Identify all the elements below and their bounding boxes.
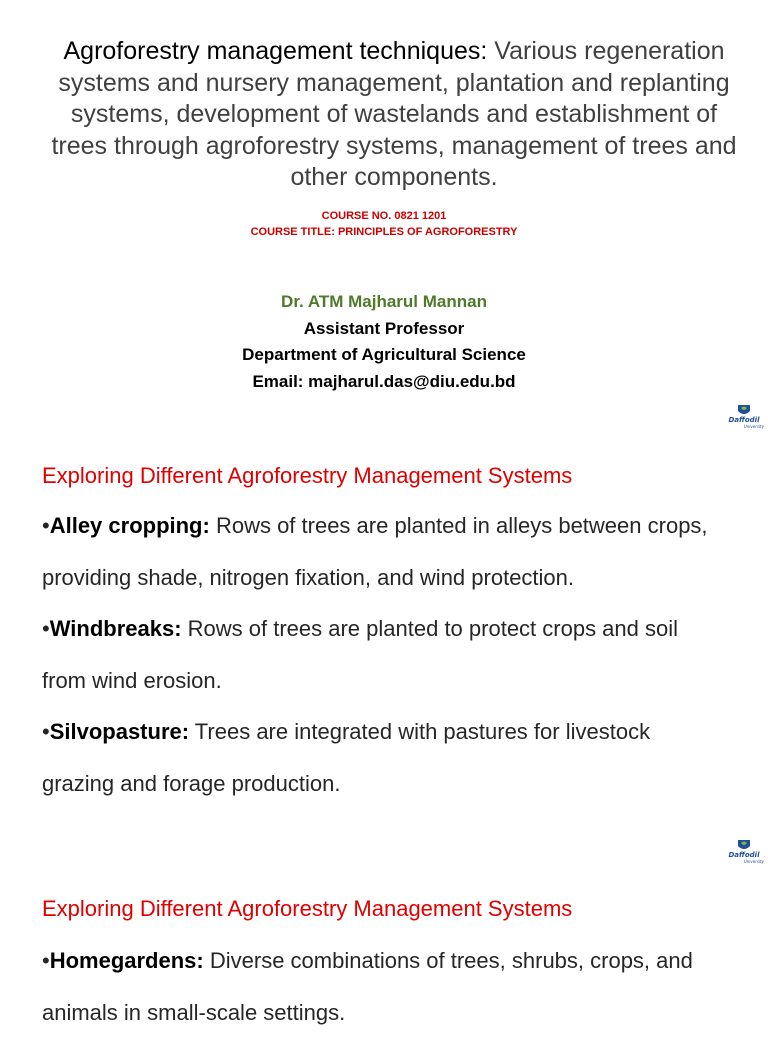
slide-heading: Exploring Different Agroforestry Management Systems	[42, 896, 573, 921]
logo-text: Daffodil	[728, 416, 760, 424]
bullet-marker: •	[42, 616, 50, 641]
daffodil-emblem-icon	[736, 403, 752, 417]
bullet-homegardens	[42, 935, 722, 1038]
author-block	[0, 289, 768, 395]
slide-title	[40, 36, 748, 194]
bullet-text: Diverse combinations of trees, shrubs, crops, and animals in small-scale settings.	[42, 948, 693, 1025]
author-name: Dr. ATM Majharul Mannan	[281, 292, 487, 311]
bullet-term: Windbreaks:	[49, 616, 182, 641]
logo-text: Daffodil	[728, 851, 760, 859]
course-number: COURSE NO. 0821 1201	[321, 210, 447, 222]
bullet-term: Silvopasture:	[49, 719, 190, 744]
title-description: Various regeneration systems and nursery management, plantation and replanting systems, development of wastelands and establishment of trees through agroforestry systems, management of trees and other components.	[51, 37, 737, 191]
bullet-marker: •	[42, 948, 50, 973]
university-logo	[724, 838, 764, 866]
author-department: Department of Agricultural Science	[242, 345, 526, 364]
daffodil-emblem-icon	[736, 838, 752, 852]
bullet-list	[42, 935, 722, 1038]
bullet-term: Alley cropping:	[49, 513, 210, 538]
title-slide	[0, 0, 768, 440]
bullet-text: Rows of trees are planted in alleys between crops, providing shade, nitrogen fixation, and wind protection.	[42, 513, 708, 590]
bullet-text: Trees are integrated with pastures for livestock grazing and forage production.	[42, 719, 651, 796]
bullet-term: Homegardens:	[49, 948, 204, 973]
bullet-alley-cropping	[42, 500, 722, 603]
bullet-windbreaks	[42, 603, 722, 706]
title-topic: Agroforestry management techniques:	[63, 37, 488, 65]
slide-heading: Exploring Different Agroforestry Management Systems	[42, 463, 573, 488]
bullet-marker: •	[42, 513, 50, 538]
course-title: COURSE TITLE: PRINCIPLES OF AGROFORESTRY	[250, 226, 518, 238]
logo-subtext: University	[743, 859, 764, 864]
author-email: Email: majharul.das@diu.edu.bd	[252, 371, 516, 391]
logo-subtext: University	[743, 424, 764, 429]
course-info	[0, 208, 768, 240]
bullet-list	[42, 500, 722, 809]
university-logo	[724, 403, 764, 431]
bullet-marker: •	[42, 719, 50, 744]
bullet-text: Rows of trees are planted to protect crops and soil from wind erosion.	[42, 616, 679, 693]
bullet-silvopasture	[42, 706, 722, 809]
author-position: Assistant Professor	[303, 318, 465, 338]
